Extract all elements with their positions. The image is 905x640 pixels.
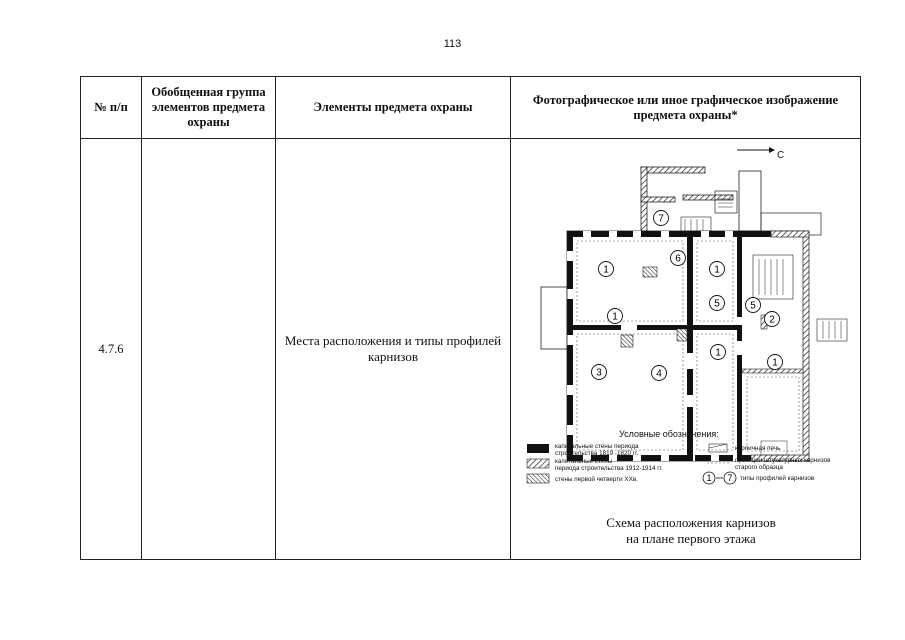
svg-text:1: 1 — [603, 264, 609, 276]
main-building — [541, 231, 847, 461]
legend-swatch-walls-1819 — [527, 444, 549, 453]
legend-stove: кирпичная печь — [735, 445, 781, 452]
header-num: № п/п — [81, 77, 142, 139]
header-group: Обобщенная группа элементов предмета охраны — [142, 77, 276, 139]
upper-annex — [641, 167, 821, 235]
north-label: С — [777, 150, 785, 161]
protection-table — [80, 76, 861, 560]
room-marker — [608, 309, 623, 324]
svg-text:1: 1 — [772, 357, 778, 369]
legend-cornice-projection: проекции штукатурных карнизов старого образца — [735, 457, 831, 471]
room-marker — [652, 366, 667, 381]
room-marker — [599, 262, 614, 277]
floor-plan-figure — [511, 139, 861, 559]
row-elements: Места расположения и типы профилей карнизов — [276, 139, 511, 560]
svg-text:3: 3 — [596, 367, 602, 379]
svg-text:7: 7 — [727, 473, 733, 483]
legend-type-markers — [703, 472, 736, 484]
legend-swatch-stove — [709, 444, 727, 452]
row-num: 4.7.6 — [81, 139, 142, 560]
room-marker — [768, 355, 783, 370]
svg-text:6: 6 — [675, 253, 681, 265]
legend-cornice-types: типы профилей карнизов — [740, 475, 815, 482]
floor-plan-svg — [511, 139, 861, 559]
svg-text:1: 1 — [715, 347, 721, 359]
svg-text:7: 7 — [658, 213, 664, 225]
room-marker — [671, 251, 686, 266]
room-marker — [592, 365, 607, 380]
room-marker — [654, 211, 669, 226]
figure-caption: Схема расположения карнизов на плане первого этажа — [606, 515, 776, 546]
svg-text:1: 1 — [612, 311, 618, 323]
legend-walls-1912: капитальные стены периода строительства 1912-1914 гг. — [555, 458, 663, 472]
room-marker — [710, 262, 725, 277]
north-arrow-icon — [737, 147, 775, 153]
svg-text:1: 1 — [714, 264, 720, 276]
svg-text:5: 5 — [714, 298, 720, 310]
svg-text:5: 5 — [750, 300, 756, 312]
header-image: Фотографическое или иное графическое изображение предмета охраны* — [511, 77, 861, 139]
svg-text:2: 2 — [769, 314, 775, 326]
header-elements: Элементы предмета охраны — [276, 77, 511, 139]
svg-text:1: 1 — [706, 473, 712, 483]
room-marker — [746, 298, 761, 313]
legend-walls-xx: стены первой четверти XXв. — [555, 476, 638, 483]
room-marker — [711, 345, 726, 360]
room-marker — [765, 312, 780, 327]
legend-swatch-walls-1912 — [527, 459, 549, 468]
room-marker — [710, 296, 725, 311]
row-group — [142, 139, 276, 560]
page-number: 113 — [443, 38, 462, 50]
svg-text:4: 4 — [656, 368, 662, 380]
legend-swatch-walls-xx — [527, 474, 549, 483]
legend-walls-1819: капитальные стены периода строительства 1819 -1820 гг. — [555, 443, 639, 457]
row-image — [511, 139, 861, 560]
table-row — [81, 139, 861, 560]
table-header-row — [81, 77, 861, 139]
legend-title: Условные обозначения: — [619, 429, 719, 439]
